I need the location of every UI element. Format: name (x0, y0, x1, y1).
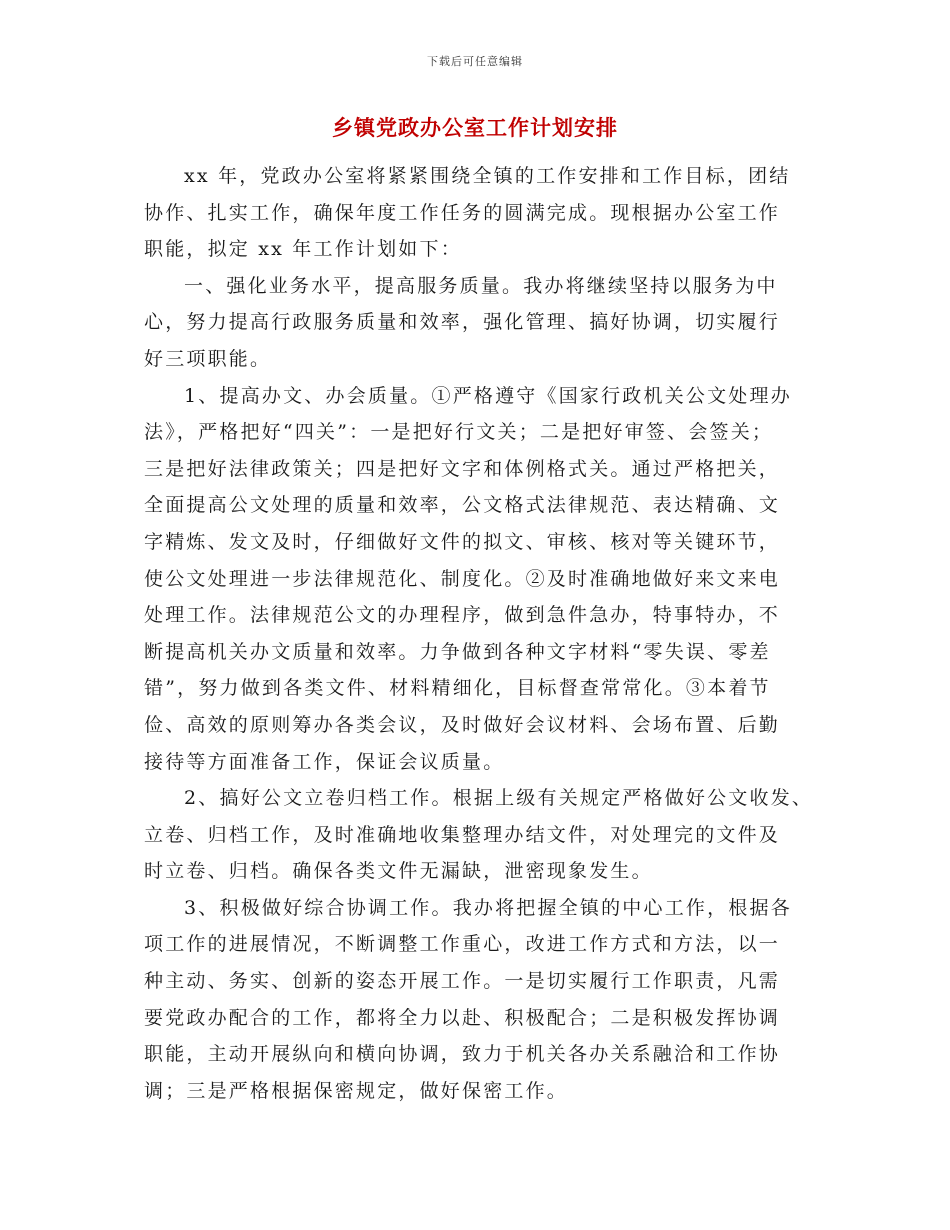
text-line: 法》，严格把好“四关”：一是把好行文关；二是把好审签、会签关； (144, 421, 774, 444)
text-line: 一、强化业务水平，提高服务质量。我办将继续坚持以服务为中 (184, 274, 778, 297)
text-line: 三是把好法律政策关；四是把好文字和体例格式关。通过严格把关， (144, 457, 781, 480)
text-line: 使公文处理进一步法律规范化、制度化。②及时准确地做好来文来电 (144, 567, 781, 590)
text-line: 心，努力提高行政服务质量和效率，强化管理、搞好协调，切实履行 (144, 311, 781, 334)
text-line: 俭、高效的原则筹办各类会议，及时做好会议材料、会场布置、后勤 (144, 713, 781, 736)
text-line: 接待等方面准备工作，保证会议质量。 (144, 750, 505, 773)
text-line: 时立卷、归档。确保各类文件无漏缺，泄密现象发生。 (144, 860, 653, 883)
document-body (144, 158, 824, 1109)
text-line: 处理工作。法律规范公文的办理程序，做到急件急办，特事特办，不 (144, 604, 781, 627)
text-line: 断提高机关办文质量和效率。力争做到各种文字材料“零失误、零差 (144, 640, 771, 663)
text-line: 字精炼、发文及时，仔细做好文件的拟文、审核、核对等关键环节， (144, 530, 781, 553)
paragraph-intro (144, 158, 824, 268)
text-line: 调；三是严格根据保密规定，做好保密工作。 (144, 1079, 569, 1102)
text-line: 2、搞好公文立卷归档工作。根据上级有关规定严格做好公文收发、 (184, 787, 814, 810)
text-line: 职能，主动开展纵向和横向协调，致力于机关各办关系融洽和工作协 (144, 1043, 781, 1066)
text-line: 立卷、归档工作，及时准确地收集整理办结文件，对处理完的文件及 (144, 823, 781, 846)
text-line: xx 年，党政办公室将紧紧围绕全镇的工作安排和工作目标，团结 (184, 165, 791, 187)
paragraph-item-3 (144, 890, 824, 1110)
text-line: 3、积极做好综合协调工作。我办将把握全镇的中心工作，根据各 (184, 896, 792, 919)
paragraph-item-1 (144, 378, 824, 781)
text-line: 种主动、务实、创新的姿态开展工作。一是切实履行工作职责，凡需 (144, 970, 781, 993)
text-line: 项工作的进展情况，不断调整工作重心，改进工作方式和方法，以一 (144, 933, 781, 956)
text-line: 1、提高办文、办会质量。①严格遵守《国家行政机关公文处理办 (184, 384, 792, 407)
text-line: 要党政办配合的工作，都将全力以赴、积极配合；二是积极发挥协调 (144, 1006, 781, 1029)
text-line: 职能，拟定 xx 年工作计划如下： (144, 238, 462, 261)
paragraph-item-2 (144, 780, 824, 890)
text-line: 协作、扎实工作，确保年度工作任务的圆满完成。现根据办公室工作 (144, 201, 781, 224)
text-line: 错”，努力做到各类文件、材料精细化，目标督查常常化。③本着节 (144, 677, 771, 700)
document-title: 乡镇党政办公室工作计划安排 (332, 115, 618, 140)
text-line: 好三项职能。 (144, 347, 272, 370)
paragraph-section-one (144, 268, 824, 378)
header-note: 下载后可任意编辑 (427, 55, 523, 68)
text-line: 全面提高公文处理的质量和效率，公文格式法律规范、表达精确、文 (144, 494, 781, 517)
